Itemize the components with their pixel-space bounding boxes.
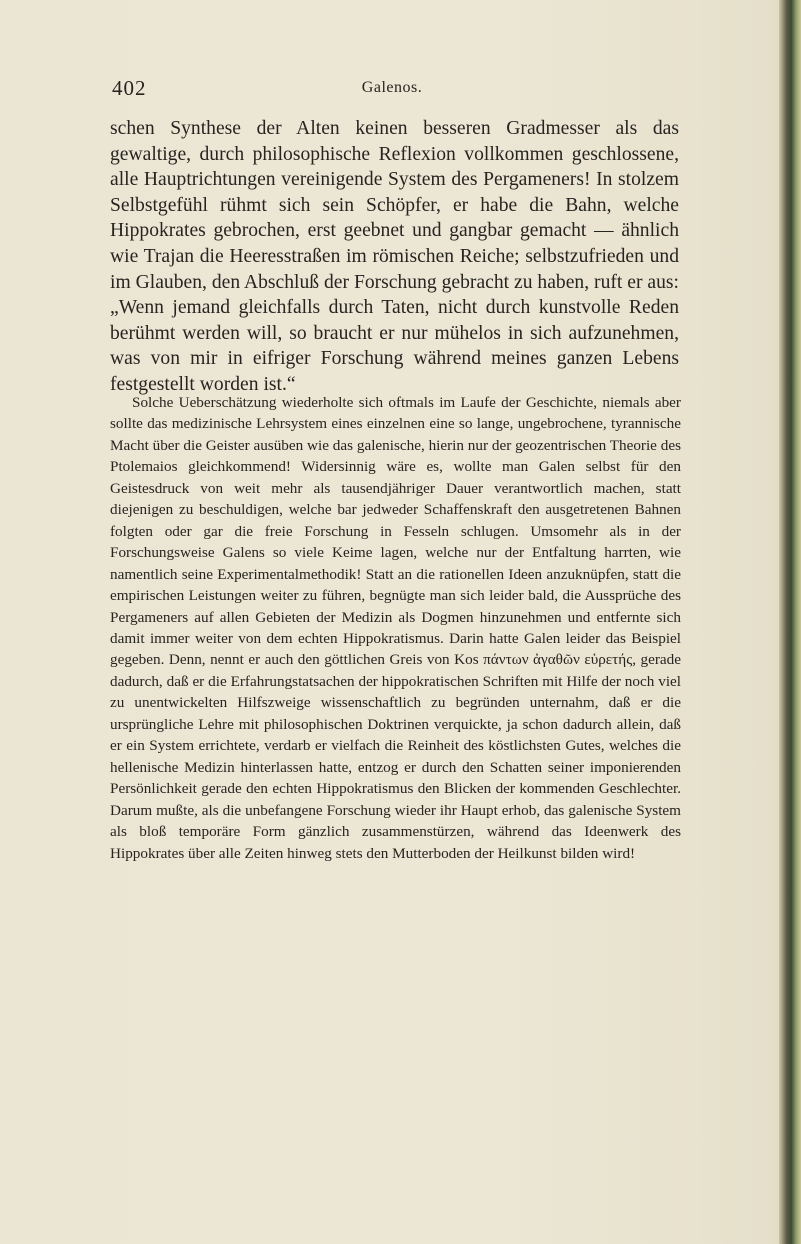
- page-number: 402: [112, 76, 147, 100]
- page-header: [112, 76, 672, 102]
- running-head: Galenos.: [361, 79, 423, 96]
- page-edge-shadow: [779, 0, 801, 1244]
- small-print-paragraph: Solche Ueberschätzung wiederholte sich oftmals im Laufe der Geschichte, niemals aber sollte das medizinische Lehrsystem eines einzelnen eine so lange, ungebrochene, tyrannische Macht über die Geister ausüben wie das galenische, hierin nur der geozentrischen Theorie des Ptolemaios gleichkommend! Widersinnig wäre es, wollte man Galen selbst für den Geistesdruck von weit mehr als tausendjähriger Dauer verantwortlich machen, statt diejenigen zu beschuldigen, welche bar jedweder Schaffenskraft den ausgetretenen Bahnen folgten oder gar die freie Forschung in Fesseln schlugen. Umsomehr als in der Forschungsweise Galens so viele Keime lagen, welche nur der Entfaltung harrten, wie namentlich seine Experimentalmethodik! Statt an die rationellen Ideen anzuknüpfen, statt die empirischen Leistungen weiter zu führen, begnügte man sich leider bald, die Aussprüche des Pergameners auf allen Gebieten der Medizin als Dogmen hinzunehmen und entfernte sich damit immer weiter von dem echten Hippokratismus. Darin hatte Galen leider das Beispiel gegeben. Denn, nennt er auch den göttlichen Greis von Kos πάντων ἀγαθῶν εὑρετής, gerade dadurch, daß er die Erfahrungstatsachen der hippokratischen Schriften mit Hilfe der noch viel zu unentwickelten Hilfszweige wissenschaftlich zu begründen unternahm, daß er die ursprüngliche Lehre mit philosophischen Doktrinen verquickte, ja schon dadurch allein, daß er ein System errichtete, verdarb er vielfach die Reinheit des köstlichsten Gutes, welches die hellenische Medizin hinterlassen hatte, entzog er durch den Schatten seiner imponierenden Persönlichkeit gerade den echten Hippokratismus den Blicken der kommenden Geschlechter. Darum mußte, als die unbefangene Forschung wieder ihr Haupt erhob, das galenische System als bloß temporäre Form gänzlich zusammenstürzen, während das Ideenwerk des Hippokrates über alle Zeiten hinweg stets den Mutterboden der Heilkunst bilden wird!: [110, 394, 681, 862]
- main-paragraph: schen Synthese der Alten keinen besseren Gradmesser als das gewaltige, durch philosophische Reflexion vollkommen geschlossene, alle Hauptrichtungen vereinigende System des Pergameners! In stolzem Selbstgefühl rühmt sich sein Schöpfer, er habe die Bahn, welche Hippokrates gebrochen, erst geebnet und gangbar gemacht — ähnlich wie Trajan die Heeresstraßen im römischen Reiche; selbstzufrieden und im Glauben, den Abschluß der Forschung gebracht zu haben, ruft er aus: „Wenn jemand gleichfalls durch Taten, nicht durch kunstvolle Reden berühmt werden will, so braucht er nur mühelos in sich aufzunehmen, was von mir in eifriger Forschung während meines ganzen Lebens festgestellt worden ist.“: [110, 118, 679, 395]
